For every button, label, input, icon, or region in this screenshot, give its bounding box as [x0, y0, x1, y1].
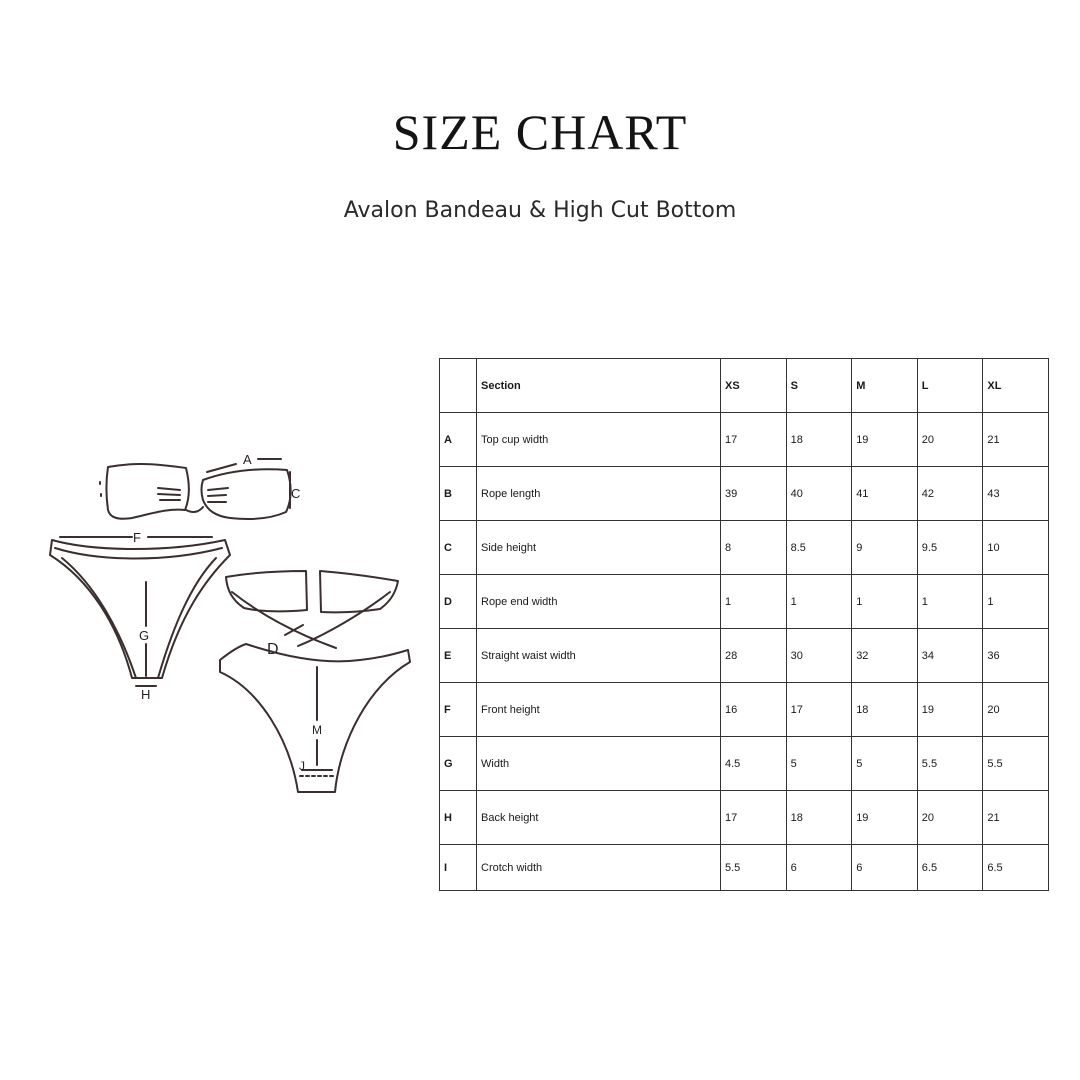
size-chart-table	[439, 358, 1049, 891]
cell-s: 30	[786, 629, 852, 683]
table-row	[440, 629, 1049, 683]
row-key: H	[440, 791, 477, 845]
table-row	[440, 467, 1049, 521]
header-l: L	[917, 359, 983, 413]
header-xs: XS	[721, 359, 787, 413]
row-key: B	[440, 467, 477, 521]
table-row	[440, 683, 1049, 737]
cell-xl: 5.5	[983, 737, 1049, 791]
label-a: A	[243, 452, 252, 467]
cell-m: 5	[852, 737, 918, 791]
table-header-row	[440, 359, 1049, 413]
cell-m: 19	[852, 791, 918, 845]
row-section: Crotch width	[477, 845, 721, 891]
label-f: F	[133, 530, 141, 545]
table-row	[440, 521, 1049, 575]
cell-s: 1	[786, 575, 852, 629]
row-section: Rope length	[477, 467, 721, 521]
label-j: J	[299, 759, 305, 773]
cell-l: 19	[917, 683, 983, 737]
table-row	[440, 791, 1049, 845]
cell-m: 41	[852, 467, 918, 521]
cell-s: 18	[786, 791, 852, 845]
header-xl: XL	[983, 359, 1049, 413]
cell-xl: 21	[983, 413, 1049, 467]
row-section: Side height	[477, 521, 721, 575]
cell-s: 5	[786, 737, 852, 791]
cell-xl: 43	[983, 467, 1049, 521]
row-key: E	[440, 629, 477, 683]
cell-xl: 20	[983, 683, 1049, 737]
bandeau-top-back-drawing	[226, 571, 398, 648]
cell-l: 9.5	[917, 521, 983, 575]
cell-s: 18	[786, 413, 852, 467]
table-row	[440, 575, 1049, 629]
cell-l: 34	[917, 629, 983, 683]
cell-l: 42	[917, 467, 983, 521]
cell-m: 9	[852, 521, 918, 575]
product-subtitle: Avalon Bandeau & High Cut Bottom	[343, 198, 737, 223]
label-c: C	[291, 486, 301, 501]
cell-xs: 4.5	[721, 737, 787, 791]
row-key: G	[440, 737, 477, 791]
cell-s: 8.5	[786, 521, 852, 575]
table-row	[440, 845, 1049, 891]
high-cut-bottom-front-drawing	[50, 537, 230, 686]
row-section: Back height	[477, 791, 721, 845]
header-section: Section	[477, 359, 721, 413]
row-key: A	[440, 413, 477, 467]
row-section: Width	[477, 737, 721, 791]
page-title: SIZE CHART	[392, 104, 688, 160]
label-g: G	[139, 628, 150, 643]
cell-xs: 16	[721, 683, 787, 737]
bandeau-top-front-drawing	[100, 459, 291, 519]
cell-m: 6	[852, 845, 918, 891]
cell-m: 1	[852, 575, 918, 629]
cell-l: 6.5	[917, 845, 983, 891]
header-s: S	[786, 359, 852, 413]
row-key: D	[440, 575, 477, 629]
row-section: Top cup width	[477, 413, 721, 467]
table-row	[440, 413, 1049, 467]
row-key: F	[440, 683, 477, 737]
label-h: H	[141, 687, 151, 702]
cell-xs: 5.5	[721, 845, 787, 891]
cell-xl: 10	[983, 521, 1049, 575]
cell-xs: 39	[721, 467, 787, 521]
cell-xs: 8	[721, 521, 787, 575]
row-key: I	[440, 845, 477, 891]
row-section: Front height	[477, 683, 721, 737]
row-section: Rope end width	[477, 575, 721, 629]
row-key: C	[440, 521, 477, 575]
header-key	[440, 359, 477, 413]
cell-s: 40	[786, 467, 852, 521]
cell-m: 32	[852, 629, 918, 683]
cell-xl: 6.5	[983, 845, 1049, 891]
cell-l: 20	[917, 791, 983, 845]
cell-l: 20	[917, 413, 983, 467]
label-d: D	[267, 641, 279, 658]
swimsuit-measurement-diagram	[40, 440, 420, 810]
cell-s: 6	[786, 845, 852, 891]
cell-xs: 1	[721, 575, 787, 629]
cell-xl: 36	[983, 629, 1049, 683]
cell-xs: 17	[721, 791, 787, 845]
header-m: M	[852, 359, 918, 413]
cell-xl: 21	[983, 791, 1049, 845]
cell-xs: 28	[721, 629, 787, 683]
cell-m: 18	[852, 683, 918, 737]
table-row	[440, 737, 1049, 791]
cell-l: 1	[917, 575, 983, 629]
high-cut-bottom-back-drawing	[220, 644, 410, 792]
row-section: Straight waist width	[477, 629, 721, 683]
cell-xs: 17	[721, 413, 787, 467]
cell-s: 17	[786, 683, 852, 737]
cell-m: 19	[852, 413, 918, 467]
cell-l: 5.5	[917, 737, 983, 791]
label-m: M	[312, 723, 322, 737]
cell-xl: 1	[983, 575, 1049, 629]
